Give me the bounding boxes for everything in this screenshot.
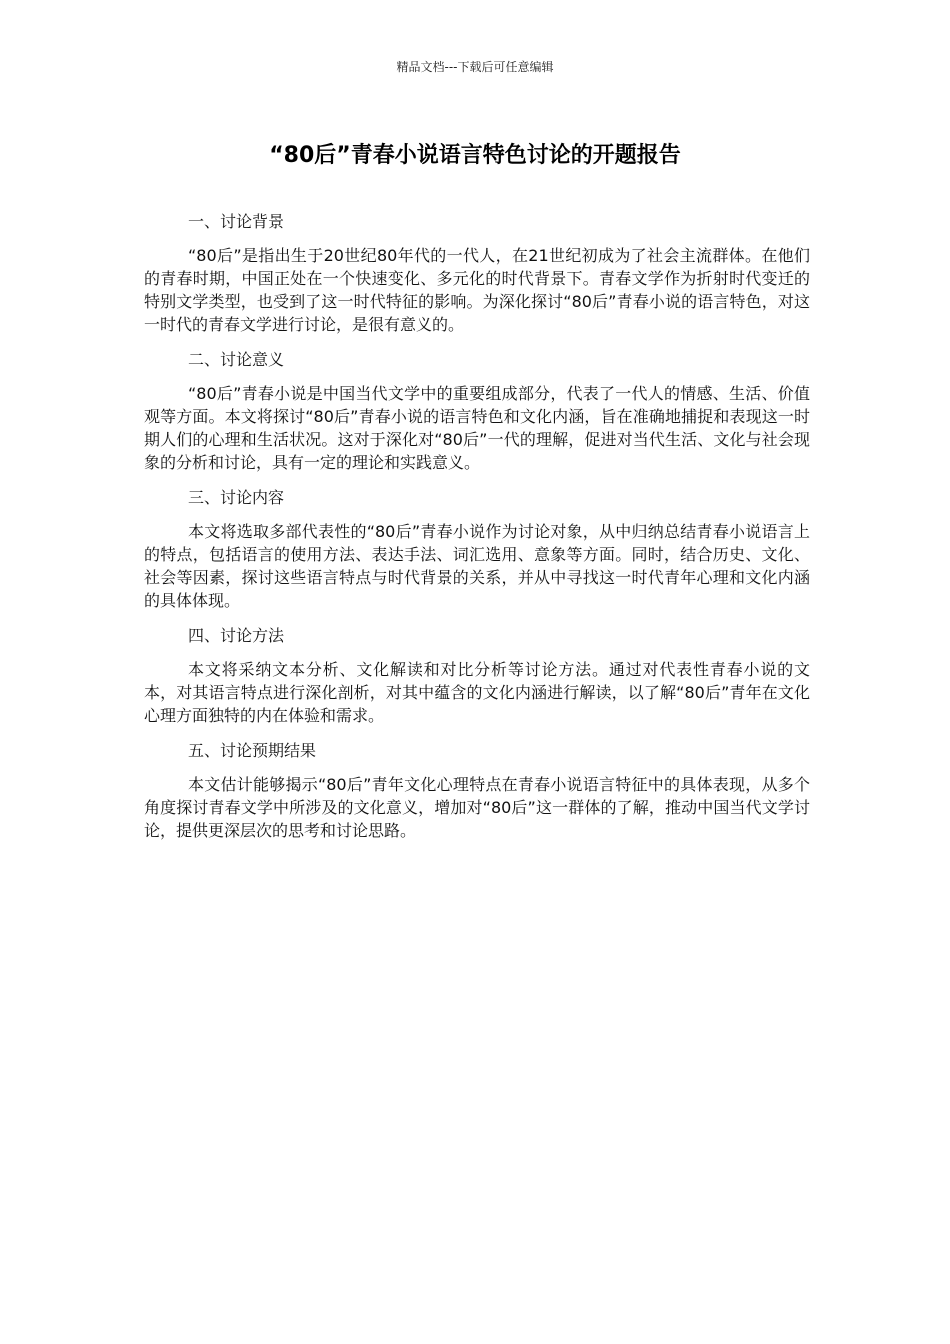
section-expected-results xyxy=(144,739,810,842)
section-content xyxy=(144,486,810,612)
section-method xyxy=(144,624,810,727)
section-background xyxy=(144,210,810,336)
document-title: “80后”青春小说语言特色讨论的开题报告 xyxy=(269,143,681,168)
section-heading: 四、讨论方法 xyxy=(188,626,285,645)
section-paragraph: 本文估计能够揭示“80后”青年文化心理特点在青春小说语言特征中的具体表现，从多个角度探讨青春文学中所涉及的文化意义，增加对“80后”这一群体的了解，推动中国当代文学讨论，提供更深层次的思考和讨论思路。 xyxy=(144,775,810,840)
header-note: 精品文档---下载后可任意编辑 xyxy=(396,60,554,74)
section-heading: 一、讨论背景 xyxy=(188,212,285,231)
section-paragraph: 本文将选取多部代表性的“80后”青春小说作为讨论对象，从中归纳总结青春小说语言上的特点，包括语言的使用方法、表达手法、词汇选用、意象等方面。同时，结合历史、文化、社会等因素，探讨这些语言特点与时代背景的关系，并从中寻找这一时代青年心理和文化内涵的具体体现。 xyxy=(144,522,810,610)
section-paragraph: 本文将采纳文本分析、文化解读和对比分析等讨论方法。通过对代表性青春小说的文本，对其语言特点进行深化剖析，对其中蕴含的文化内涵进行解读，以了解“80后”青年在文化心理方面独特的内在体验和需求。 xyxy=(144,660,810,725)
section-significance xyxy=(144,348,810,474)
section-heading: 三、讨论内容 xyxy=(188,488,285,507)
document-body xyxy=(144,210,810,854)
section-heading: 二、讨论意义 xyxy=(188,350,285,369)
section-paragraph: “80后”青春小说是中国当代文学中的重要组成部分，代表了一代人的情感、生活、价值观等方面。本文将探讨“80后”青春小说的语言特色和文化内涵，旨在准确地捕捉和表现这一时期人们的心理和生活状况。这对于深化对“80后”一代的理解，促进对当代生活、文化与社会现象的分析和讨论，具有一定的理论和实践意义。 xyxy=(144,384,810,472)
section-paragraph: “80后”是指出生于20世纪80年代的一代人，在21世纪初成为了社会主流群体。在他们的青春时期，中国正处在一个快速变化、多元化的时代背景下。青春文学作为折射时代变迁的特别文学类型，也受到了这一时代特征的影响。为深化探讨“80后”青春小说的语言特色，对这一时代的青春文学进行讨论，是很有意义的。 xyxy=(144,246,810,334)
section-heading: 五、讨论预期结果 xyxy=(188,741,317,760)
